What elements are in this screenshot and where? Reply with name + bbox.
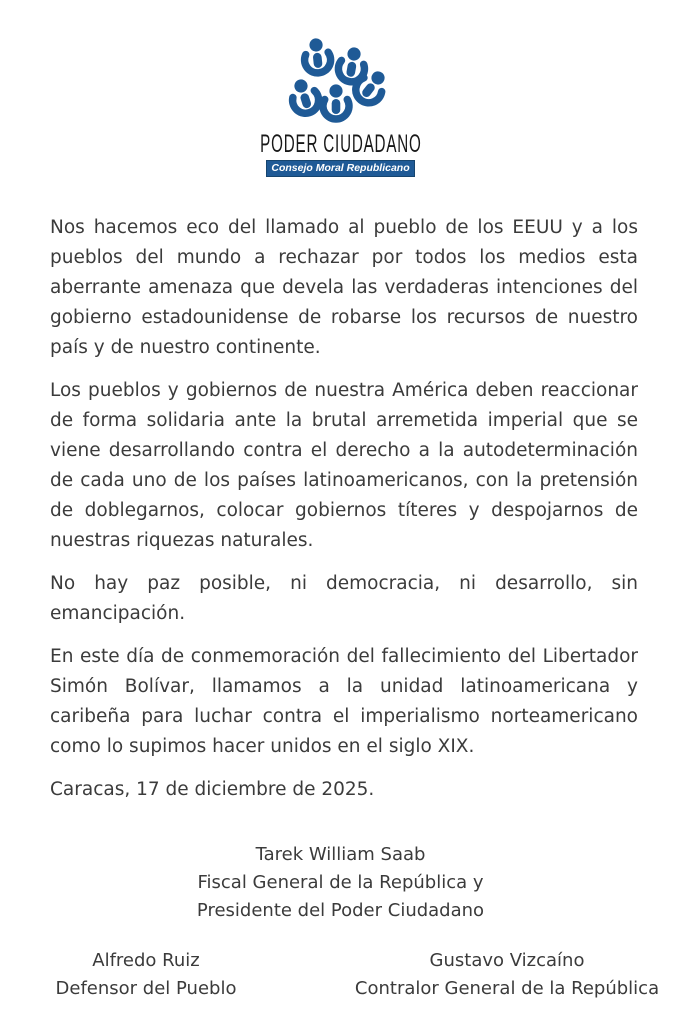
- signature-left-title: Defensor del Pueblo: [55, 978, 237, 999]
- logo-wordmark: PODER CIUDADANO: [259, 131, 422, 159]
- dateline: Caracas, 17 de diciembre de 2025.: [50, 779, 375, 800]
- signature-right-name: Gustavo Vizcaíno: [429, 950, 585, 971]
- letterhead: [0, 0, 681, 177]
- paragraph-1: Nos hacemos eco del llamado al pueblo de los EEUU y a los pueblos del mundo a rechazar por todos los medios esta aberrante amenaza que devela las verdaderas intenciones del gobierno estadounidense de robarse los recursos de nuestro país y de nuestro continente.: [50, 217, 638, 358]
- signature-primary: [0, 841, 681, 925]
- signature-left-name: Alfredo Ruiz: [92, 950, 200, 971]
- paragraph-3: No hay paz posible, ni democracia, ni desarrollo, sin emancipación.: [50, 573, 638, 624]
- signature-right-title: Contralor General de la República: [354, 978, 660, 999]
- signature-primary-name: Tarek William Saab: [255, 844, 426, 865]
- signature-left: [0, 947, 292, 1003]
- signature-row: [0, 947, 681, 1003]
- signature-primary-title-line1: Fiscal General de la República y: [197, 872, 484, 893]
- paragraph-4: En este día de conmemoración del fallecimiento del Libertador Simón Bolívar, llamamos a la unidad latinoamericana y caribeña para luchar contra el imperialismo norteamericano como lo supimos hacer unidos en el siglo XIX.: [50, 646, 638, 757]
- statement-body: [50, 213, 638, 805]
- signature-primary-title-line2: Presidente del Poder Ciudadano: [196, 900, 485, 921]
- logo-banner: Consejo Moral Republicano: [266, 160, 414, 177]
- poder-ciudadano-emblem-icon: [283, 33, 398, 128]
- paragraph-2: Los pueblos y gobiernos de nuestra América deben reaccionar de forma solidaria ante la brutal arremetida imperial que se viene desarrollando contra el derecho a la autodeterminación de cada uno de los países latinoamericanos, con la pretensión de doblegarnos, colocar gobiernos títeres y despojarnos de nuestras riquezas naturales.: [50, 380, 638, 551]
- signature-right: [345, 947, 669, 1003]
